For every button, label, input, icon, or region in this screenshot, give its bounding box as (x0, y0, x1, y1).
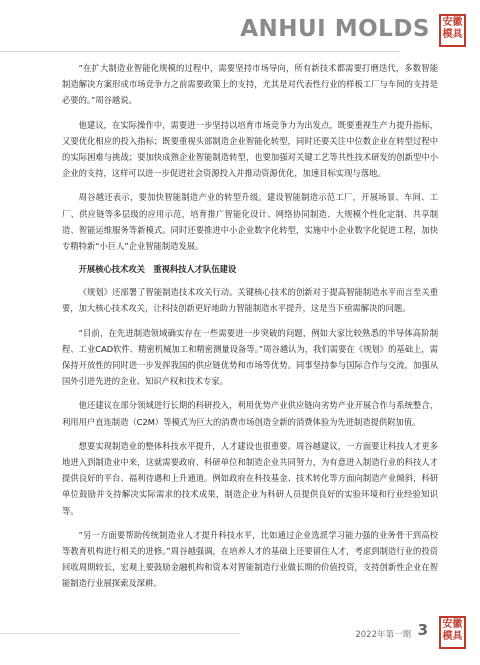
magazine-tag (439, 14, 466, 47)
paragraph: “在扩大制造业智能化规模的过程中，需要坚持市场导向，所有新技术都需要打磨迭代，多数智能制造解决方案形成市场竞争力之前需要政策上的支持，尤其是对代表性行业的样板工厂与车间的支持是必要的。”周谷越说。 (62, 63, 438, 106)
paragraph: 周谷越还表示，要加快智能制造产业的转型升级。建设智能制造示范工厂，开展场景、车间、工厂、供应链等多层级的应用示范，培育推广智能化设计、网络协同制造、大规模个性化定制、共享制造、智能运维服务等新模式。同时还要推进中小企业数字化转型，实施中小企业数字化促进工程，加快专精特新“小巨人”企业智能制造发展。 (62, 192, 438, 252)
magazine-tag-footer (439, 616, 466, 649)
paragraph: 他建议，在实际操作中，需要进一步坚持以培育市场竞争力为出发点，既要重视生产力提升指标，又要优化相应的投入指标；既要重视头部制造企业智能化转型，同时还要关注中位数企业在转型过程中的实际困难与挑战；要加快成熟企业智能制造转型，也要加强对关键工艺等共性技术研发的创新型中小企业的支持，这样可以进一步促进社会资源投入并推动资源优化，加速目标实现与落地。 (62, 119, 438, 179)
paragraph: 他还建议在部分领域进行长期的科研投入，利用优势产业供应链向劣势产业开展合作与系统整合，利用用户直连制造（C2M）等模式为巨大的消费市场创造全新的消费体验为先进制造提供附加值。 (62, 400, 438, 427)
tag-line-1: 安徽 (442, 17, 463, 28)
page-number: 3 (417, 621, 428, 639)
footer-rule (0, 633, 240, 634)
paragraph: “另一方面要帮助传统制造业人才提升科技水平，比如通过企业选派学习能力强的业务骨干到高校等教育机构进行相关的进修。”周谷越强调，在培养人才的基础上还要留住人才，考虑到制造行业的投资回收周期较长，宏观上要鼓励金融机构和资本对智能制造行业做长期的价值投资，支持创新性企业在智能制造行业展探索及深耕。 (62, 529, 438, 589)
section-heading: 开展核心技术攻关 重视科技人才队伍建设 (78, 264, 237, 275)
tag-line-2: 模具 (442, 631, 463, 642)
issue-label: 2022年第一期 (355, 630, 411, 640)
paragraph: 想要实现制造业的整体科技水平提升，人才建设也很重要。周谷越建议，一方面要让科技人才更多地进入到制造业中来，这就需要政府、科研单位和制造企业共同努力，为有意进入制造行业的科技人才提供良好的平台、福利待遇和上升通道。例如政府在科技基金、技术转化等方面向制造产业倾斜，科研单位鼓励并支持解决实际需求的技术成果，制造企业为科研人员提供良好的实验环境和行业经验知识等。 (62, 440, 438, 516)
header-rule (0, 51, 400, 52)
brand-title: ANHUI MOLDS (240, 16, 430, 42)
paragraph: 《规划》还部署了智能制造技术攻关行动。关键核心技术的创新对于提高智能制造水平而言至关重要，加大核心技术攻关，让科技创新更好地助力智能制造水平提升，这是当下亟需解决的问题。 (62, 287, 438, 314)
tag-line-1: 安徽 (442, 619, 463, 630)
paragraph: “目前，在先进制造领域确实存在一些需要进一步突破的问题，例如大家比较熟悉的半导体高阶制程、工业CAD软件、精密机械加工和精密测量设备等。”周谷越认为，我们需要在《规划》的基础上，需保持开放性的同时进一步发挥我国的供应链优势和市场等优势。同事坚持参与国际合作与交流，加强从国外引进先进的企业、知识产权和技术专家。 (62, 327, 438, 387)
tag-line-2: 模具 (442, 29, 463, 40)
article-body (62, 60, 438, 600)
